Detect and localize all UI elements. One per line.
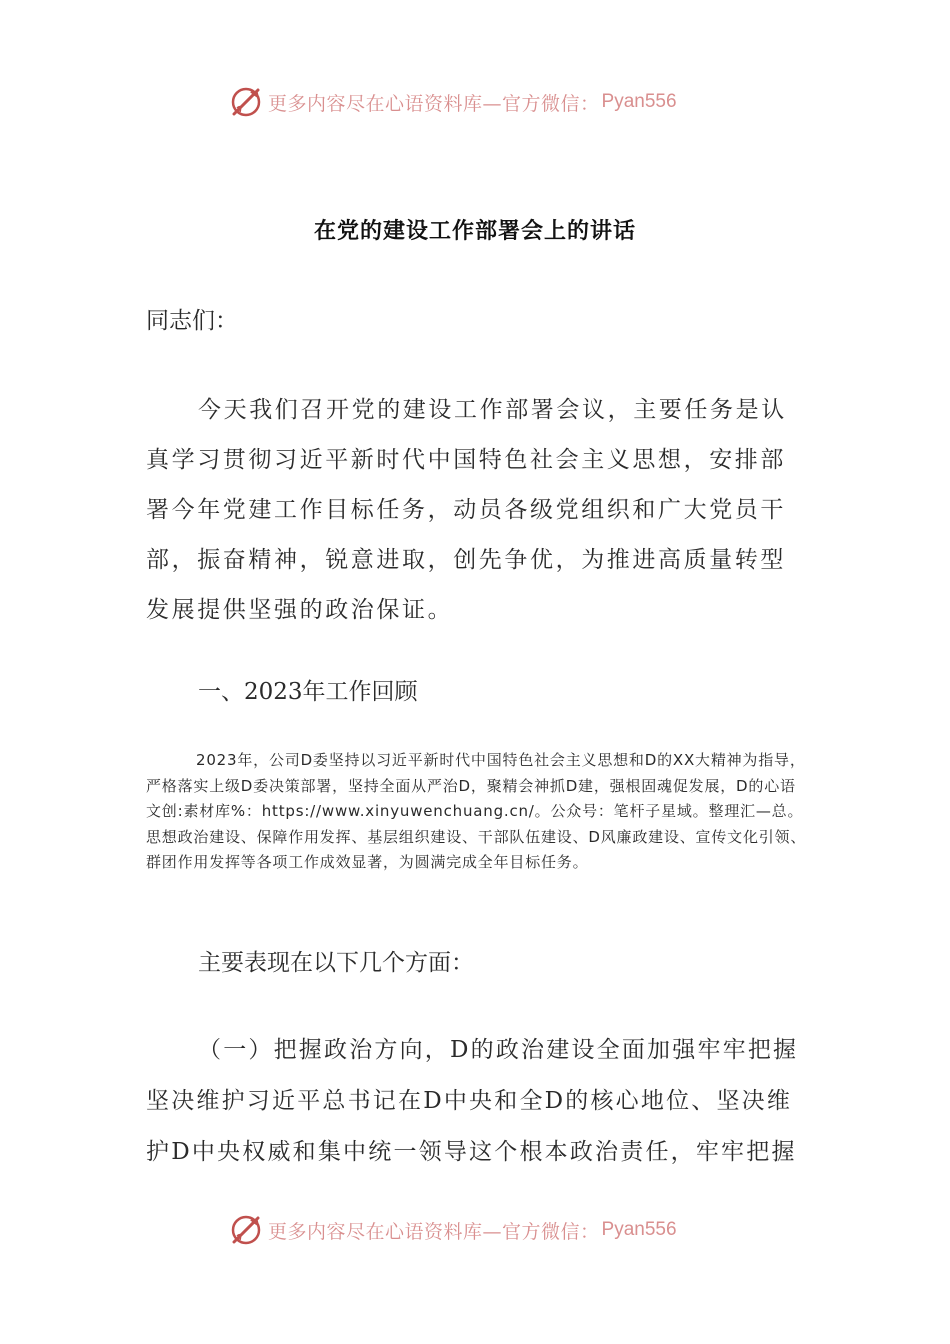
document-title: 在党的建设工作部署会上的讲话: [313, 218, 636, 244]
quill-logo-icon: [228, 84, 264, 120]
salutation: 同志们：: [146, 308, 238, 334]
watermark-banner-top: [228, 80, 677, 124]
banner-wechat-id: Pyan556: [601, 91, 677, 112]
quill-logo-icon: [228, 1212, 264, 1248]
banner-text: 更多内容尽在心语资料库—官方微信：: [268, 92, 600, 115]
review-paragraph: 2023年，公司D委坚持以习近平新时代中国特色社会主义思想和D的XX大精神为指导，严格落实上级D委决策部署，坚持全面从严治D，聚精会神抓D建，强根固魂促发展，D的心语文创:素材库%：https://www.xinyuwenchuang.cn/。公众号：笔杆子星域。整理汇—总。思想政治建设、保障作用发挥、基层组织建设、干部队伍建设、D风廉政建设、宣传文化引领、群团作用发挥等各项工作成效显著，为圆满完成全年目标任务。: [146, 751, 807, 871]
section-1-paragraph: （一）把握政治方向，D的政治建设全面加强牢牢把握坚决维护习近平总书记在D中央和全D的核心地位、坚决维护D中央权威和集中统一领导这个根本政治责任，牢牢把握: [146, 1037, 799, 1165]
intro-paragraph: 今天我们召开党的建设工作部署会议，主要任务是认真学习贯彻习近平新时代中国特色社会主义思想，安排部署今年党建工作目标任务，动员各级党组织和广大党员干部，振奋精神，锐意进取，创先争优，为推进高质量转型发展提供坚强的政治保证。: [146, 397, 787, 623]
banner-text: 更多内容尽在心语资料库—官方微信：: [268, 1220, 600, 1243]
banner-wechat-id: Pyan556: [601, 1219, 677, 1240]
aspects-intro: 主要表现在以下几个方面：: [198, 950, 474, 976]
section-heading-review: 一、2023年工作回顾: [198, 679, 418, 705]
watermark-banner-bottom: [228, 1208, 677, 1252]
